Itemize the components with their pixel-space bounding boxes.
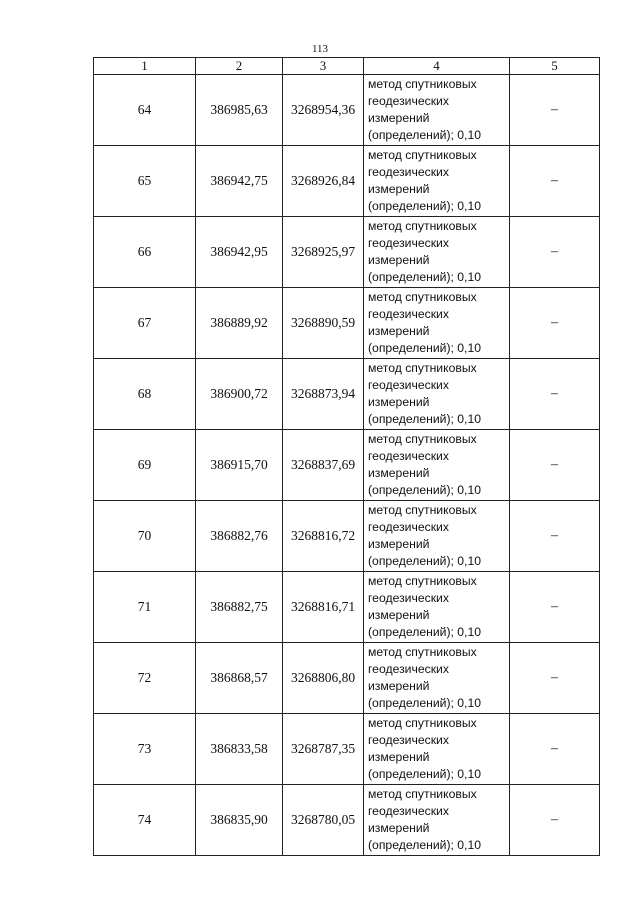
method-line: метод спутниковых [368,574,477,588]
coordinate-y-cell: 3268954,36 [283,75,364,146]
column-5-cell: – [510,288,600,359]
column-5-cell: – [510,714,600,785]
method-line: геодезических [368,307,449,321]
method-line: геодезических [368,804,449,818]
method-line: (определений); 0,10 [368,270,481,284]
point-number-cell: 66 [94,217,196,288]
method-line: (определений); 0,10 [368,483,481,497]
coordinate-x-cell: 386985,63 [196,75,283,146]
coordinate-x-cell: 386900,72 [196,359,283,430]
method-line: измерений [368,466,430,480]
coordinate-x-cell: 386942,75 [196,146,283,217]
column-5-cell: – [510,785,600,856]
method-cell [364,501,510,572]
table-row [94,430,600,501]
coordinate-y-cell: 3268926,84 [283,146,364,217]
method-line: измерений [368,324,430,338]
method-line: измерений [368,679,430,693]
method-line: геодезических [368,733,449,747]
point-number-cell: 70 [94,501,196,572]
method-line: измерений [368,537,430,551]
coordinate-x-cell: 386833,58 [196,714,283,785]
coordinate-y-cell: 3268816,71 [283,572,364,643]
column-5-cell: – [510,75,600,146]
coordinate-y-cell: 3268780,05 [283,785,364,856]
table-row [94,572,600,643]
point-number-cell: 68 [94,359,196,430]
table-row [94,75,600,146]
method-line: метод спутниковых [368,787,477,801]
method-cell [364,217,510,288]
method-cell [364,572,510,643]
point-number-cell: 69 [94,430,196,501]
coordinate-y-cell: 3268873,94 [283,359,364,430]
method-line: метод спутниковых [368,432,477,446]
table-row [94,785,600,856]
column-header-1: 1 [94,58,196,75]
method-cell [364,643,510,714]
point-number-cell: 73 [94,714,196,785]
column-5-cell: – [510,146,600,217]
method-cell [364,75,510,146]
method-cell [364,288,510,359]
method-line: (определений); 0,10 [368,767,481,781]
column-header-3: 3 [283,58,364,75]
column-5-cell: – [510,359,600,430]
method-line: измерений [368,395,430,409]
method-line: измерений [368,253,430,267]
table-header-row [94,58,600,75]
point-number-cell: 67 [94,288,196,359]
method-line: (определений); 0,10 [368,199,481,213]
method-line: геодезических [368,378,449,392]
column-5-cell: – [510,572,600,643]
coordinate-x-cell: 386942,95 [196,217,283,288]
method-line: (определений); 0,10 [368,412,481,426]
table-row [94,146,600,217]
method-line: геодезических [368,662,449,676]
method-line: метод спутниковых [368,361,477,375]
method-line: геодезических [368,591,449,605]
method-line: метод спутниковых [368,503,477,517]
method-cell [364,785,510,856]
coordinate-y-cell: 3268925,97 [283,217,364,288]
method-line: измерений [368,821,430,835]
column-header-5: 5 [510,58,600,75]
table-row [94,643,600,714]
column-5-cell: – [510,501,600,572]
point-number-cell: 72 [94,643,196,714]
method-line: (определений); 0,10 [368,838,481,852]
method-line: измерений [368,608,430,622]
method-cell [364,146,510,217]
coordinate-y-cell: 3268787,35 [283,714,364,785]
column-header-4: 4 [364,58,510,75]
table-body [94,75,600,856]
method-line: метод спутниковых [368,77,477,91]
method-line: измерений [368,111,430,125]
method-line: измерений [368,182,430,196]
point-number-cell: 64 [94,75,196,146]
coordinate-x-cell: 386882,76 [196,501,283,572]
coordinate-y-cell: 3268890,59 [283,288,364,359]
method-line: (определений); 0,10 [368,625,481,639]
column-header-2: 2 [196,58,283,75]
coordinates-table [93,57,600,856]
method-line: (определений); 0,10 [368,696,481,710]
table-row [94,288,600,359]
method-cell [364,430,510,501]
page-number: 113 [311,43,329,55]
coordinate-x-cell: 386835,90 [196,785,283,856]
method-line: измерений [368,750,430,764]
method-line: (определений); 0,10 [368,554,481,568]
coordinate-y-cell: 3268816,72 [283,501,364,572]
coordinate-x-cell: 386882,75 [196,572,283,643]
point-number-cell: 74 [94,785,196,856]
method-line: метод спутниковых [368,148,477,162]
method-line: метод спутниковых [368,290,477,304]
column-5-cell: – [510,217,600,288]
method-line: (определений); 0,10 [368,341,481,355]
coordinate-y-cell: 3268806,80 [283,643,364,714]
table-row [94,714,600,785]
method-line: (определений); 0,10 [368,128,481,142]
method-line: геодезических [368,236,449,250]
method-line: геодезических [368,520,449,534]
method-line: геодезических [368,449,449,463]
column-5-cell: – [510,430,600,501]
table-row [94,359,600,430]
method-line: метод спутниковых [368,716,477,730]
point-number-cell: 65 [94,146,196,217]
coordinate-x-cell: 386915,70 [196,430,283,501]
method-line: метод спутниковых [368,219,477,233]
method-cell [364,359,510,430]
coordinate-x-cell: 386868,57 [196,643,283,714]
table-row [94,501,600,572]
coordinate-x-cell: 386889,92 [196,288,283,359]
method-line: метод спутниковых [368,645,477,659]
method-line: геодезических [368,165,449,179]
method-line: геодезических [368,94,449,108]
method-cell [364,714,510,785]
coordinate-y-cell: 3268837,69 [283,430,364,501]
column-5-cell: – [510,643,600,714]
point-number-cell: 71 [94,572,196,643]
table-row [94,217,600,288]
